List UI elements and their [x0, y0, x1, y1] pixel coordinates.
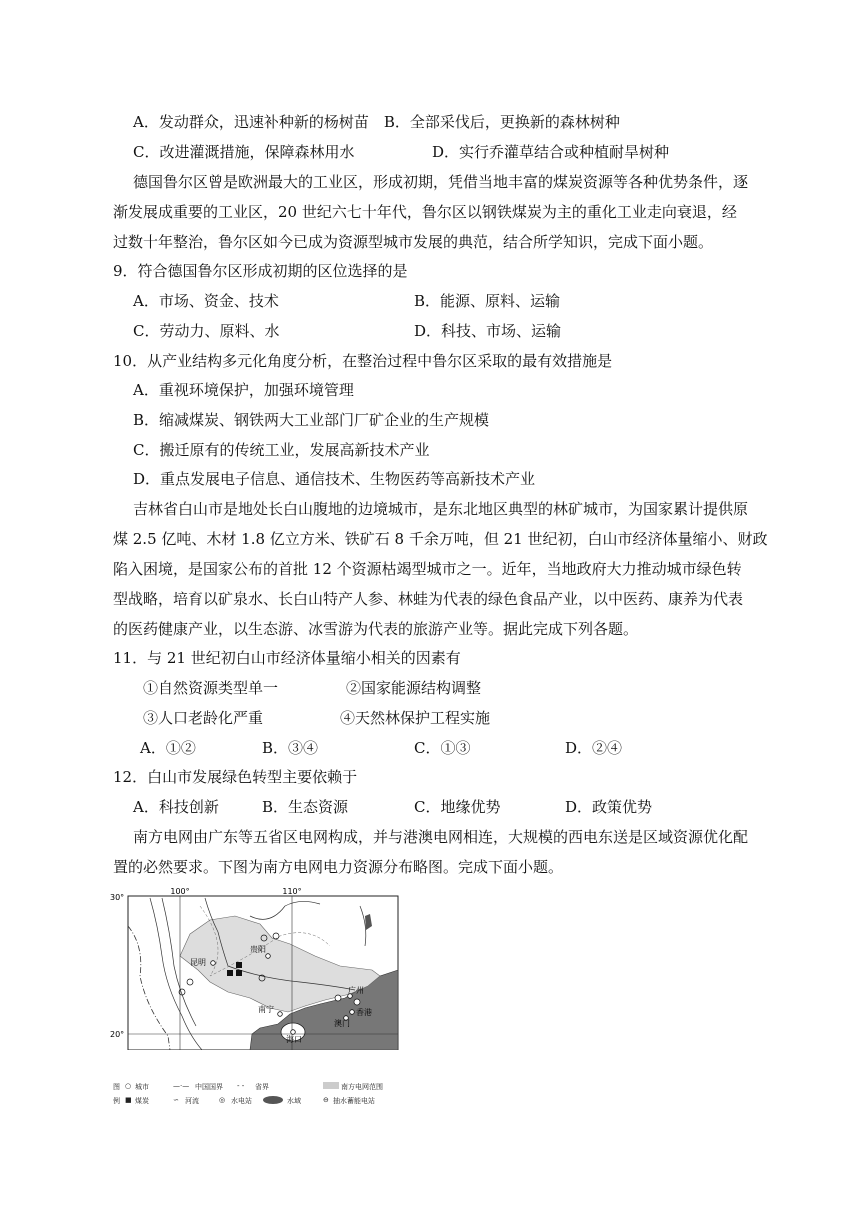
- legend-grid-swatch: [323, 1082, 339, 1089]
- city-nanning: [278, 1012, 283, 1017]
- coal-1: [236, 962, 242, 968]
- coal-2: [227, 970, 233, 976]
- legend-coal: 煤炭: [135, 1097, 149, 1105]
- legend-water-swatch: [263, 1096, 283, 1104]
- passage-baishan-line1: 吉林省白山市是地处长白山腹地的边境城市，是东北地区典型的林矿城市，为国家累计提供原: [133, 500, 749, 518]
- passage-baishan-line5: 的医药健康产业，以生态游、冰雪游为代表的旅游产业等。据此完成下列各题。: [113, 620, 639, 638]
- city-label-nanning: 南宁: [258, 1005, 274, 1014]
- question-9: 9．符合德国鲁尔区形成初期的区位选择的是: [113, 262, 408, 280]
- option-8-a-b: A．发动群众，迅速补种新的杨树苗 B．全部采伐后，更换新的森林树种: [133, 113, 620, 131]
- option-12-d: D．政策优势: [565, 798, 653, 816]
- city-label-haikou: 海口: [286, 1035, 302, 1044]
- lat-label-30: 30°: [110, 893, 125, 902]
- legend-city-icon: ○: [125, 1082, 132, 1090]
- option-12-a: A．科技创新: [133, 798, 219, 816]
- passage-baishan-line3: 陷入困境，是国家公布的首批 12 个资源枯竭型城市之一。近年，当地政府大力推动城市绿色转: [113, 560, 742, 578]
- option-10-d: D．重点发展电子信息、通信技术、生物医药等高新技术产业: [133, 470, 536, 488]
- legend-title-2: 例: [113, 1097, 120, 1105]
- legend-title-1: 图: [113, 1083, 120, 1091]
- factor-4: ④天然林保护工程实施: [340, 709, 491, 727]
- option-11-d: D．②④: [565, 739, 623, 757]
- power-grid-map: [110, 886, 400, 1050]
- legend-river-icon: ∽: [173, 1096, 179, 1104]
- option-11-b: B．③④: [262, 739, 319, 757]
- option-9-d: D．科技、市场、运输: [414, 322, 562, 340]
- factor-2: ②国家能源结构调整: [346, 679, 482, 697]
- passage-baishan-line4: 型战略，培育以矿泉水、长白山特产人参、林蛙为代表的绿色食品产业，以中医药、康养为代表: [113, 590, 744, 608]
- option-9-b: B．能源、原料、运输: [414, 292, 561, 310]
- city-label-hongkong: 香港: [356, 1008, 372, 1017]
- city-label-macau: 澳门: [334, 1019, 350, 1028]
- legend-border-icon: —·—: [173, 1082, 190, 1090]
- map-legend: [113, 1080, 403, 1110]
- legend-province-border: 省界: [255, 1083, 269, 1091]
- lon-label-110: 110°: [282, 887, 302, 896]
- legend-province-icon: - -: [237, 1082, 245, 1090]
- legend-river: 河流: [185, 1097, 199, 1105]
- pumped-storage-2: [354, 999, 360, 1005]
- option-8-c: C．改进灌溉措施，保障森林用水: [133, 143, 355, 161]
- legend-pumped-icon: ⊖: [323, 1096, 329, 1104]
- option-12-b: B．生态资源: [262, 798, 349, 816]
- lat-label-20: 20°: [110, 1030, 125, 1039]
- city-haikou: [291, 1030, 296, 1035]
- passage-baishan-line2: 煤 2.5 亿吨、木材 1.8 亿立方米、铁矿石 8 千余万吨，但 21 世纪初，白山市经济体量缩小、财政: [113, 530, 768, 548]
- question-11: 11．与 21 世纪初白山市经济体量缩小相关的因素有: [113, 649, 461, 667]
- option-9-c: C．劳动力、原料、水: [133, 322, 280, 340]
- legend-grid-range: 南方电网范围: [341, 1083, 383, 1091]
- city-label-kunming: 昆明: [190, 958, 206, 967]
- option-10-c: C．搬迁原有的传统工业，发展高新技术产业: [133, 441, 430, 459]
- passage-ruhr-line3: 过数十年整治，鲁尔区如今已成为资源型城市发展的典范，结合所学知识，完成下面小题。: [113, 233, 714, 251]
- city-guiyang: [266, 954, 271, 959]
- option-10-a: A．重视环境保护，加强环境管理: [133, 381, 354, 399]
- option-11-c: C．①③: [414, 739, 471, 757]
- pumped-storage-1: [335, 995, 341, 1001]
- city-label-guangzhou: 广州: [348, 986, 364, 995]
- option-12-c: C．地缘优势: [414, 798, 501, 816]
- passage-ruhr-line2: 渐发展成重要的工业区，20 世纪六七十年代，鲁尔区以钢铁煤炭为主的重化工业走向衰退，经: [113, 203, 737, 221]
- legend-national-border: 中国国界: [195, 1083, 223, 1091]
- passage-grid-line2: 置的必然要求。下图为南方电网电力资源分布略图。完成下面小题。: [113, 858, 564, 876]
- city-hongkong: [350, 1010, 355, 1015]
- legend-city: 城市: [135, 1083, 149, 1091]
- question-12: 12．白山市发展绿色转型主要依赖于: [113, 768, 358, 786]
- factor-3: ③人口老龄化严重: [143, 709, 264, 727]
- option-10-b: B．缩减煤炭、钢铁两大工业部门厂矿企业的生产规模: [133, 411, 490, 429]
- passage-ruhr-line1: 德国鲁尔区曾是欧洲最大的工业区，形成初期，凭借当地丰富的煤炭资源等各种优势条件，逐: [133, 173, 749, 191]
- legend-hydro-icon: ◎: [219, 1096, 226, 1104]
- option-9-a: A．市场、资金、技术: [133, 292, 279, 310]
- legend-coal-icon: ■: [125, 1096, 132, 1104]
- passage-grid-line1: 南方电网由广东等五省区电网构成，并与港澳电网相连，大规模的西电东送是区域资源优化配: [133, 828, 749, 846]
- legend-pumped-storage: 抽水蓄能电站: [333, 1097, 375, 1105]
- city-label-guiyang: 贵阳: [250, 945, 266, 954]
- legend-water: 水域: [287, 1097, 301, 1105]
- lon-label-100: 100°: [170, 887, 190, 896]
- option-8-d: D．实行乔灌草结合或种植耐旱树种: [432, 143, 670, 161]
- coal-3: [236, 970, 242, 976]
- option-11-a: A．①②: [140, 739, 196, 757]
- factor-1: ①自然资源类型单一: [143, 679, 279, 697]
- city-kunming: [211, 961, 216, 966]
- legend-hydro: 水电站: [231, 1097, 252, 1105]
- question-10: 10．从产业结构多元化角度分析，在整治过程中鲁尔区采取的最有效措施是: [113, 352, 613, 370]
